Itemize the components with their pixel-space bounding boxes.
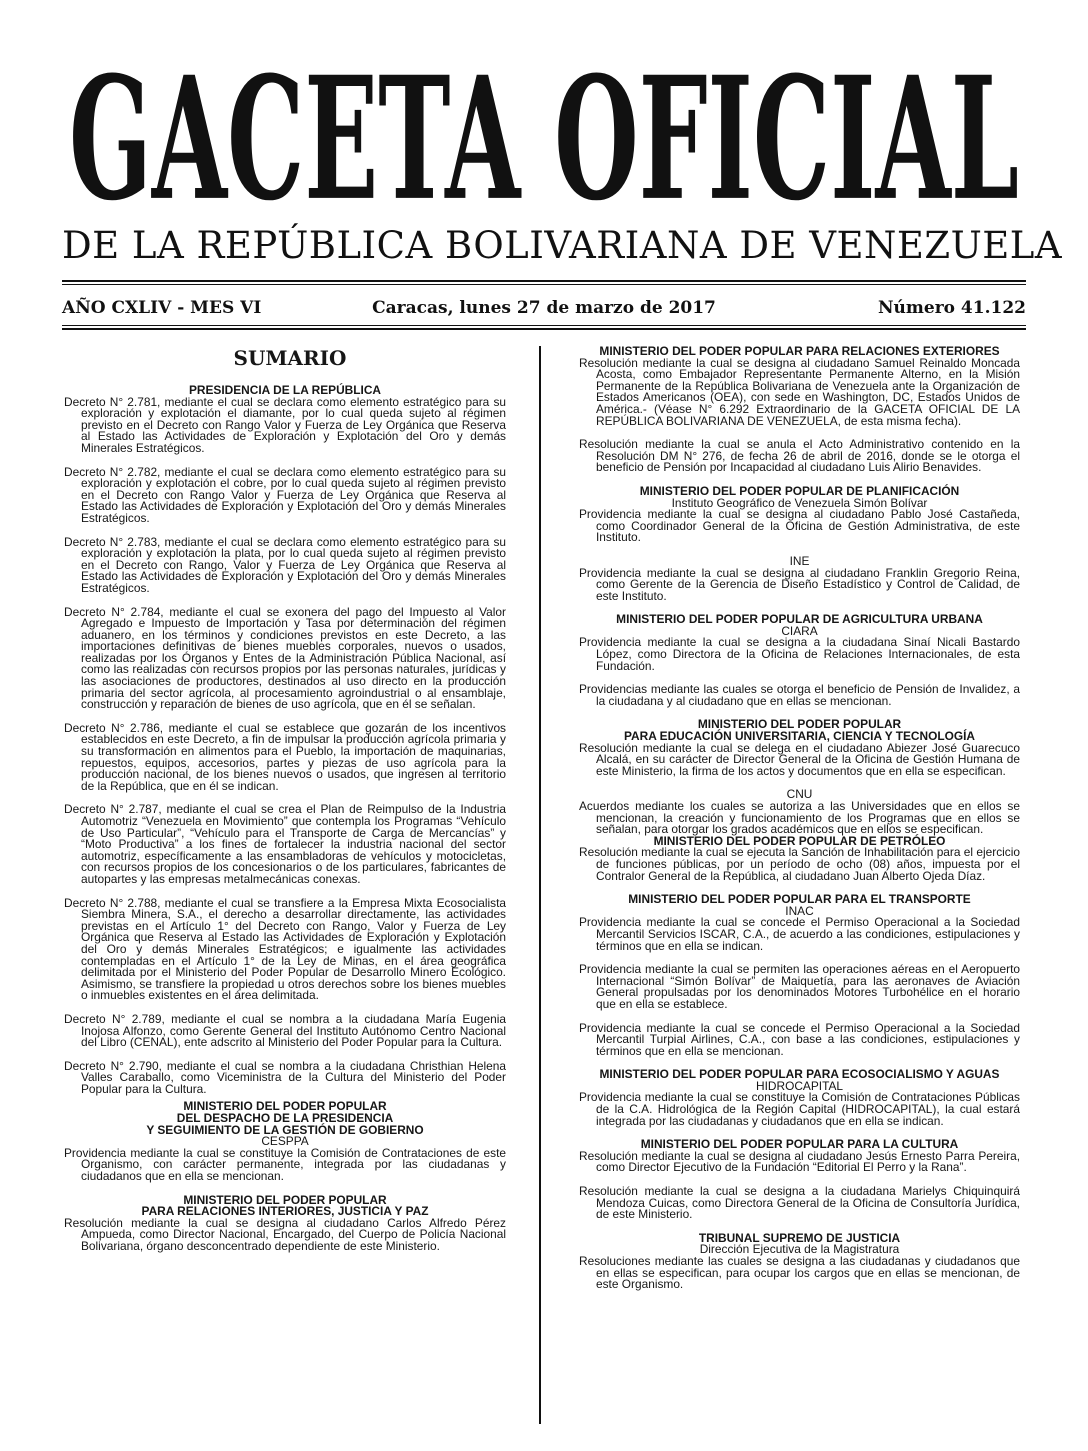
section-ecosocialismo: [579, 1069, 1020, 1127]
section-subheading: HIDROCAPITAL: [756, 1078, 843, 1093]
right-column: [579, 346, 1020, 1291]
section-heading: MINISTERIO DEL PODER POPULAR PARA RELACIONES EXTERIORES: [599, 344, 1000, 358]
sumario-entry: Providencia mediante la cual se constituye la Comisión de Contrataciones de este Organismo, con carácter permanente, integrada por las ciudadanas y ciudadanos que en ella se mencionan.: [64, 1145, 506, 1184]
section-presidencia: [64, 385, 506, 1095]
sumario-entry: Decreto N° 2.783, mediante el cual se declara como elemento estratégico para su exploración y explotación la plata, por lo cual queda sujeto al régimen previsto en el Decreto con Rango, Valor y Fuerza de Ley Orgánica que Reserva al Estado las Actividades de Exploración y Explotación del Oro y demás Minerales Estratégicos.: [64, 534, 506, 595]
sumario-entry: Resolución mediante la cual se designa al ciudadano Carlos Alfredo Pérez Ampueda, como Director Nacional, Encargado, del Cuerpo de Policía Nacional Bolivariana, órgano desconcentrado dependiente de este Ministerio.: [64, 1215, 506, 1253]
top-rule: [62, 280, 1026, 282]
sumario-entry: Resoluciones mediante las cuales se designa a las ciudadanas y ciudadanos que en ellas se especifican, para ocupar los cargos que en ellas se mencionan, de este Organismo.: [579, 1254, 1020, 1292]
sumario-entry: Resolución mediante la cual se delega en el ciudadano Abiezer José Guarecuco Alcalá, en su carácter de Director General de la Oficina de Gestión Humana de este Ministerio, la firma de los actos y documentos que en ella se especifican.: [579, 740, 1020, 778]
sumario-entry: Providencias mediante las cuales se otorga el beneficio de Pensión de Invalidez, a la ciudadana y al ciudadano que en ellas se mencionan.: [579, 682, 1020, 708]
sumario-entry: Decreto N° 2.789, mediante el cual se nombra a la ciudadana María Eugenia Inojosa Alfonzo, como Gerente General del Instituto Autónomo Centro Nacional del Libro (CENAL), ente adscrito al Ministerio del Poder Popular para la Cultura.: [64, 1011, 506, 1050]
section-subheading: CNU: [786, 787, 813, 802]
sumario-entry: Providencia mediante la cual se designa al ciudadano Pablo José Castañeda, como Coordinador General de la Oficina de Gestión Administrativa, de este Instituto.: [579, 507, 1020, 545]
sumario-entry: Resolución mediante la cual se designa a la ciudadana Marielys Chiquinquirá Mendoza Cuicas, como Directora General de la Oficina de Consultoría Jurídica, de este Ministerio.: [579, 1184, 1020, 1222]
section-heading: PARA RELACIONES INTERIORES, JUSTICIA Y PAZ: [141, 1204, 429, 1219]
section-heading: MINISTERIO DEL PODER POPULAR: [183, 1099, 387, 1114]
sumario-entry: Decreto N° 2.781, mediante el cual se declara como elemento estratégico para su exploración y explotación el diamante, por lo cual queda sujeto al régimen previsto en el Decreto con Rango Valor y Fuerza de Ley Orgánica que Reserva al Estado las Actividades de Exploración y Explotación del Oro y demás Minerales Estratégicos.: [64, 394, 506, 455]
issue-year-month: AÑO CXLIV - MES VI: [62, 298, 262, 318]
section-heading: MINISTERIO DEL PODER POPULAR: [697, 717, 902, 732]
section-subheading: Instituto Geográfico de Venezuela Simón Bolívar: [671, 495, 928, 510]
section-subheading: CESPPA: [261, 1134, 309, 1149]
issue-date-place: Caracas, lunes 27 de marzo de 2017: [372, 298, 716, 318]
section-heading: MINISTERIO DEL PODER POPULAR DE PLANIFICACIÓN: [639, 483, 960, 498]
section-heading: PARA EDUCACIÓN UNIVERSITARIA, CIENCIA Y TECNOLOGÍA: [623, 729, 975, 744]
sumario-entry: Providencia mediante la cual se designa al ciudadano Franklin Gregorio Reina, como Gerente de la Gerencia de Diseño Estadístico y Control de Calidad, de este Instituto.: [579, 565, 1020, 603]
mid-rule-thin: [62, 325, 1026, 326]
sumario-entry: Decreto N° 2.786, mediante el cual se establece que gozarán de los incentivos establecidos en este Decreto, a fin de impulsar la producción agrícola primaria y su transformación en alimentos para el Pueblo, la importación de maquinarias, repuestos, equipos, accesorios, partes y piezas de uso agrícola para la producción nacional, de los bienes nuevos o usados, que ingresen al territorio de la República, que en él se indican.: [64, 720, 506, 793]
section-heading: PRESIDENCIA DE LA REPÚBLICA: [188, 383, 382, 397]
section-relaciones-exteriores: [579, 346, 1020, 474]
section-subheading: Dirección Ejecutiva de la Magistratura: [699, 1242, 900, 1257]
masthead: [62, 58, 1026, 240]
section-tribunal-supremo: [579, 1230, 1020, 1292]
masthead-title: GACETA OFICIAL: [69, 58, 1020, 239]
column-divider: [539, 346, 541, 1424]
masthead-subtitle: DE LA REPÚBLICA BOLIVARIANA DE VENEZUELA: [62, 224, 1063, 267]
masthead-title-svg: [62, 58, 1026, 240]
sumario-entry: Resolución mediante la cual se designa al ciudadano Jesús Ernesto Parra Pereira, como Director Ejecutivo de la Fundación “Editorial El Perro y la Rana”.: [579, 1148, 1020, 1175]
section-planificacion: [579, 483, 1020, 603]
section-agricultura-urbana: [579, 614, 1020, 707]
section-heading: MINISTERIO DEL PODER POPULAR DE AGRICULTURA URBANA: [616, 612, 983, 627]
section-educacion-universitaria: [579, 719, 1020, 835]
section-petroleo: [579, 833, 1020, 883]
sumario-entry: Providencia mediante la cual se designa a la ciudadana Sinaí Nicali Bastardo López, como Directora de la Oficina de Relaciones Internacionales, de esta Fundación.: [579, 635, 1020, 673]
sumario-entry: Resolución mediante la cual se designa al ciudadano Samuel Reinaldo Moncada Acosta, como Embajador Representante Permanente Alterno, en la Misión Permanente de la República Bolivariana de Venezuela ante la Organización de Estados Americanos (OEA), con sede en Washington, DC, Estados Unidos de América.- (Véase N° 6.292 Extraordinario de la GACETA OFICIAL DE LA REPÚBLICA BOLIVARIANA DE VENEZUELA, de esta misma fecha).: [579, 355, 1020, 428]
section-heading: TRIBUNAL SUPREMO DE JUSTICIA: [698, 1230, 901, 1245]
sumario-entry: Decreto N° 2.784, mediante el cual se exonera del pago del Impuesto al Valor Agregado e Impuesto de Importación y Tasa por determinación del régimen aduanero, en los términos y condiciones previstos en este Decreto, a las importaciones definitivas de bienes muebles corporales, nuevos o usados, realizadas por los Órganos y Entes de la Administración Pública Nacional, así como las realizadas con recursos propios por las personas naturales, jurídicas y las asociaciones de productores, destinados al uso directo en la producción primaria del sector agrícola, al procesamiento agroindustrial o al ensamblaje, construcción y reparación de bienes de uso agrícola, que en él se señalan.: [64, 604, 506, 712]
sumario-entry: Decreto N° 2.787, mediante el cual se crea el Plan de Reimpulso de la Industria Automotriz “Venezuela en Movimiento” que contempla los Programas “Vehículo de Uso Particular”, “Vehículo para el Transporte de Carga de Mercancías” y “Moto Productiva” a los fines de fortalecer la industria nacional del sector automotriz, específicamente a las ensambladoras de vehículos y motocicletas, con recursos propios de los concesionarios o de los particulares, fabricantes de autopartes y las empresas metalmecánicas conexas.: [64, 802, 506, 886]
section-despacho-presidencia: [64, 1101, 506, 1182]
section-interiores-justicia: [64, 1192, 506, 1253]
section-subheading: INE: [789, 553, 810, 568]
section-subheading: INAC: [785, 903, 814, 918]
sumario-entry: Resolución mediante la cual se anula el Acto Administrativo contenido en la Resolución DM N° 276, de fecha 26 de abril de 2016, donde se le otorga el beneficio de Pensión por Incapacidad al ciudadano Luis Alirio Benavides.: [579, 437, 1020, 475]
section-subheading: CIARA: [781, 623, 818, 638]
section-heading: MINISTERIO DEL PODER POPULAR: [183, 1192, 387, 1207]
mid-rule: [62, 328, 1026, 330]
sumario-entry: Decreto N° 2.788, mediante el cual se transfiere a la Empresa Mixta Ecosocialista Siembra Minera, S.A., el derecho a desarrollar directamente, las actividades previstas en el Artículo 1° del Decreto con Rango, Valor y Fuerza de Ley Orgánica que Reserva al Estado las Actividades de Exploración y Explotación del Oro y demás Minerales Estratégicos; e igualmente las actividades contempladas en el Artículo 1° de la Ley de Minas, en el área geográfica delimitada por el Ministerio del Poder Popular de Desarrollo Minero Ecológico. Asimismo, se transfiere la propiedad u otros derechos sobre los bienes muebles o inmuebles existentes en el área delimitada.: [64, 895, 506, 1003]
sumario-entry: Decreto N° 2.782, mediante el cual se declara como elemento estratégico para su exploración y explotación el cobre, por lo cual queda sujeto al régimen previsto en el Decreto con Rango Valor y Fuerza de Ley Orgánica que Reserva al Estado las Actividades de Exploración y Explotación del Oro y demás Minerales Estratégicos.: [64, 464, 506, 525]
section-heading: MINISTERIO DEL PODER POPULAR PARA EL TRANSPORTE: [628, 892, 971, 907]
section-heading: DEL DESPACHO DE LA PRESIDENCIA: [176, 1111, 394, 1126]
sumario-entry: Decreto N° 2.790, mediante el cual se nombra a la ciudadana Christhian Helena Valles Caraballo, como Viceministra de la Cultura del Ministerio del Poder Popular para la Cultura.: [64, 1058, 506, 1096]
sumario-entry: Acuerdos mediante los cuales se autoriza a las Universidades que en ellos se mencionan, la creación y funcionamiento de los Programas que en ellos se señalan, para otorgar los grados académicos que en ellos se especifican.: [579, 799, 1020, 837]
section-cultura: [579, 1139, 1020, 1221]
sumario-entry: Providencia mediante la cual se concede el Permiso Operacional a la Sociedad Mercantil Servicios ISCAR, C.A., de acuerdo a las condiciones, estipulaciones y términos que en ella se indican.: [579, 915, 1020, 953]
issue-number: Número 41.122: [878, 298, 1026, 318]
section-heading: MINISTERIO DEL PODER POPULAR DE PETRÓLEO: [653, 833, 946, 848]
section-heading: MINISTERIO DEL PODER POPULAR PARA LA CULTURA: [640, 1137, 959, 1152]
left-column: [64, 346, 506, 1253]
sumario-entry: Resolución mediante la cual se ejecuta la Sanción de Inhabilitación para el ejercicio de funciones públicas, por un período de ocho (08) años, impuesta por el Contralor General de la República, al ciudadano Juan Alberto Ojeda Díaz.: [579, 845, 1020, 883]
section-transporte: [579, 894, 1020, 1057]
section-heading: MINISTERIO DEL PODER POPULAR PARA ECOSOCIALISMO Y AGUAS: [599, 1067, 1000, 1082]
sumario-title: SUMARIO: [233, 346, 347, 370]
top-rule-thin: [62, 284, 1026, 285]
section-heading: Y SEGUIMIENTO DE LA GESTIÓN DE GOBIERNO: [146, 1122, 424, 1137]
sumario-entry: Providencia mediante la cual se permiten las operaciones aéreas en el Aeropuerto Internacional “Simón Bolívar” de Maiquetía, para las aeronaves de Aviación General propulsadas por los denominados Motores Turbohélice en el horario que en ella se establece.: [579, 962, 1020, 1011]
sumario-entry: Providencia mediante la cual se concede el Permiso Operacional a la Sociedad Mercantil Turpial Airlines, C.A., con base a las condiciones, estipulaciones y términos que en ella se mencionan.: [579, 1020, 1020, 1058]
issue-bar: [62, 294, 1026, 322]
sumario-entry: Providencia mediante la cual se constituye la Comisión de Contrataciones Públicas de la C.A. Hidrológica de la Región Capital (HIDROCAPITAL), la cual estará integrada por las ciudadanas y ciudadanos que en ella se indican.: [579, 1090, 1020, 1128]
